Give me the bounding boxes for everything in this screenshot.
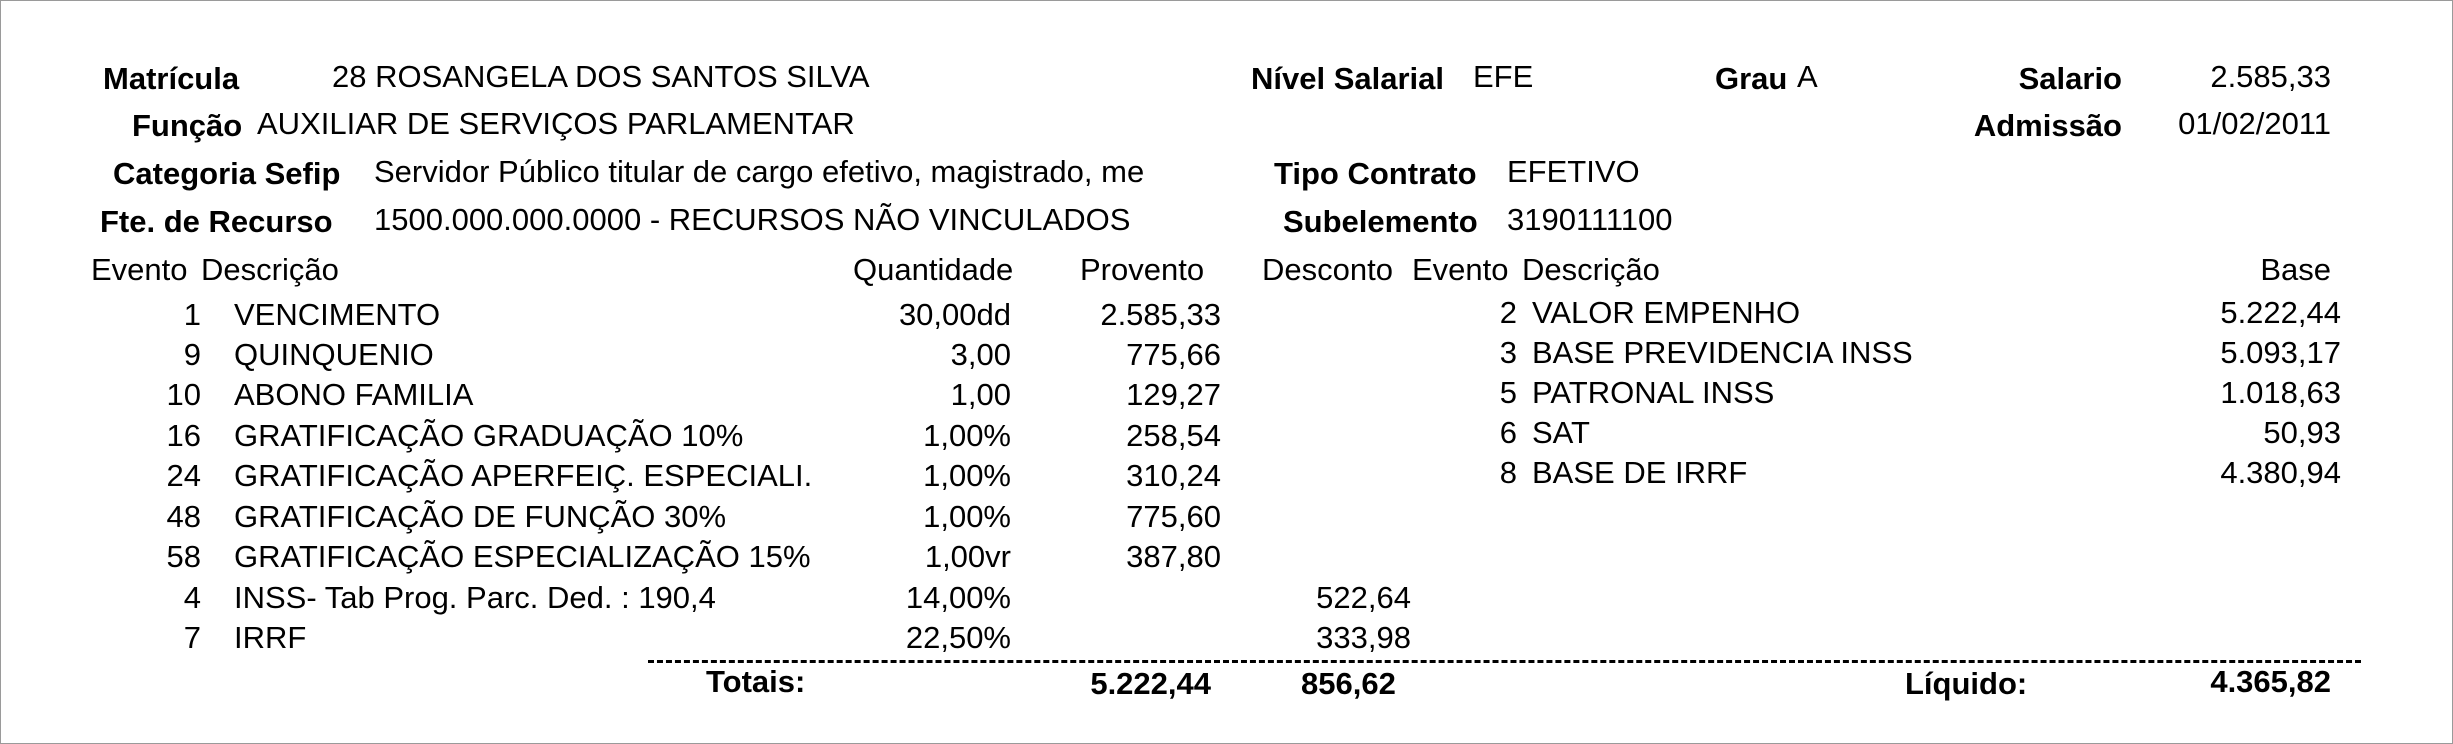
event-description: GRATIFICAÇÃO ESPECIALIZAÇÃO 15% xyxy=(234,539,811,574)
base-value: 4.380,94 xyxy=(2220,455,2341,490)
col-desconto: Desconto xyxy=(1262,252,1393,287)
event-code: 16 xyxy=(166,418,201,453)
totals-desconto: 856,62 xyxy=(1301,666,1396,701)
event-provento: 775,66 xyxy=(1126,337,1221,372)
funcao-label: Função xyxy=(132,108,243,143)
base-description: BASE DE IRRF xyxy=(1532,455,1748,490)
event-provento: 129,27 xyxy=(1126,377,1221,412)
subelemento-value: 3190111100 xyxy=(1507,202,1673,237)
event-code: 4 xyxy=(183,580,201,615)
event-quantity: 1,00% xyxy=(923,458,1011,493)
base-value: 5.222,44 xyxy=(2220,295,2341,330)
categoria-sefip-label: Categoria Sefip xyxy=(113,156,341,191)
col-evento-base: Evento xyxy=(1412,252,1509,287)
event-description: GRATIFICAÇÃO GRADUAÇÃO 10% xyxy=(234,418,744,453)
categoria-sefip-value: Servidor Público titular de cargo efetivo, magistrado, me xyxy=(374,154,1145,189)
event-code: 10 xyxy=(166,377,201,412)
grau-label: Grau xyxy=(1715,61,1788,96)
event-provento: 775,60 xyxy=(1126,499,1221,534)
event-description: INSS- Tab Prog. Parc. Ded. : 190,4 xyxy=(234,580,716,615)
event-quantity: 1,00% xyxy=(923,418,1011,453)
event-provento: 258,54 xyxy=(1126,418,1221,453)
base-value: 50,93 xyxy=(2263,415,2341,450)
base-code: 5 xyxy=(1499,375,1517,410)
event-description: IRRF xyxy=(234,620,307,655)
event-code: 1 xyxy=(183,297,201,332)
event-quantity: 1,00vr xyxy=(924,539,1011,574)
totals-divider xyxy=(648,660,2361,663)
salario-value: 2.585,33 xyxy=(2210,59,2331,94)
event-desconto: 333,98 xyxy=(1316,620,1411,655)
col-quantidade: Quantidade xyxy=(853,252,1014,287)
base-value: 5.093,17 xyxy=(2220,335,2341,370)
event-code: 58 xyxy=(166,539,201,574)
fonte-recurso-value: 1500.000.000.0000 - RECURSOS NÃO VINCULADOS xyxy=(374,202,1131,237)
event-code: 48 xyxy=(166,499,201,534)
event-quantity: 14,00% xyxy=(905,580,1011,615)
matricula-value: 28 ROSANGELA DOS SANTOS SILVA xyxy=(332,59,870,94)
base-code: 3 xyxy=(1499,335,1517,370)
totals-provento: 5.222,44 xyxy=(1090,666,1211,701)
col-evento: Evento xyxy=(91,252,188,287)
nivel-salarial-label: Nível Salarial xyxy=(1251,61,1445,96)
liquido-value: 4.365,82 xyxy=(2210,664,2331,699)
col-provento: Provento xyxy=(1080,252,1205,287)
event-provento: 2.585,33 xyxy=(1100,297,1221,332)
col-descricao: Descrição xyxy=(201,252,339,287)
fonte-recurso-label: Fte. de Recurso xyxy=(100,204,333,239)
col-descricao-base: Descrição xyxy=(1522,252,1660,287)
tipo-contrato-value: EFETIVO xyxy=(1507,154,1640,189)
base-code: 2 xyxy=(1499,295,1517,330)
funcao-value: AUXILIAR DE SERVIÇOS PARLAMENTAR xyxy=(257,106,855,141)
base-description: BASE PREVIDENCIA INSS xyxy=(1532,335,1913,370)
event-code: 7 xyxy=(183,620,201,655)
event-quantity: 30,00dd xyxy=(898,297,1011,332)
event-provento: 387,80 xyxy=(1126,539,1221,574)
col-base: Base xyxy=(2260,252,2331,287)
subelemento-label: Subelemento xyxy=(1283,204,1478,239)
event-code: 24 xyxy=(166,458,201,493)
totals-label: Totais: xyxy=(706,664,806,699)
event-code: 9 xyxy=(183,337,201,372)
grau-value: A xyxy=(1797,59,1818,94)
event-quantity: 22,50% xyxy=(905,620,1011,655)
event-description: QUINQUENIO xyxy=(234,337,434,372)
base-value: 1.018,63 xyxy=(2220,375,2341,410)
matricula-label: Matrícula xyxy=(103,61,240,96)
base-code: 8 xyxy=(1499,455,1517,490)
base-description: VALOR EMPENHO xyxy=(1532,295,1801,330)
event-provento: 310,24 xyxy=(1126,458,1221,493)
event-quantity: 1,00% xyxy=(923,499,1011,534)
event-description: GRATIFICAÇÃO APERFEIÇ. ESPECIALI. xyxy=(234,458,813,493)
liquido-label: Líquido: xyxy=(1905,666,2028,701)
event-quantity: 3,00 xyxy=(950,337,1011,372)
base-description: PATRONAL INSS xyxy=(1532,375,1775,410)
base-description: SAT xyxy=(1532,415,1590,450)
base-code: 6 xyxy=(1499,415,1517,450)
tipo-contrato-label: Tipo Contrato xyxy=(1274,156,1477,191)
event-description: VENCIMENTO xyxy=(234,297,441,332)
event-quantity: 1,00 xyxy=(950,377,1011,412)
admissao-label: Admissão xyxy=(1973,108,2122,143)
nivel-salarial-value: EFE xyxy=(1473,59,1534,94)
admissao-value: 01/02/2011 xyxy=(2178,106,2331,141)
event-desconto: 522,64 xyxy=(1316,580,1411,615)
salario-label: Salario xyxy=(2018,61,2122,96)
event-description: GRATIFICAÇÃO DE FUNÇÃO 30% xyxy=(234,499,727,534)
event-description: ABONO FAMILIA xyxy=(234,377,474,412)
